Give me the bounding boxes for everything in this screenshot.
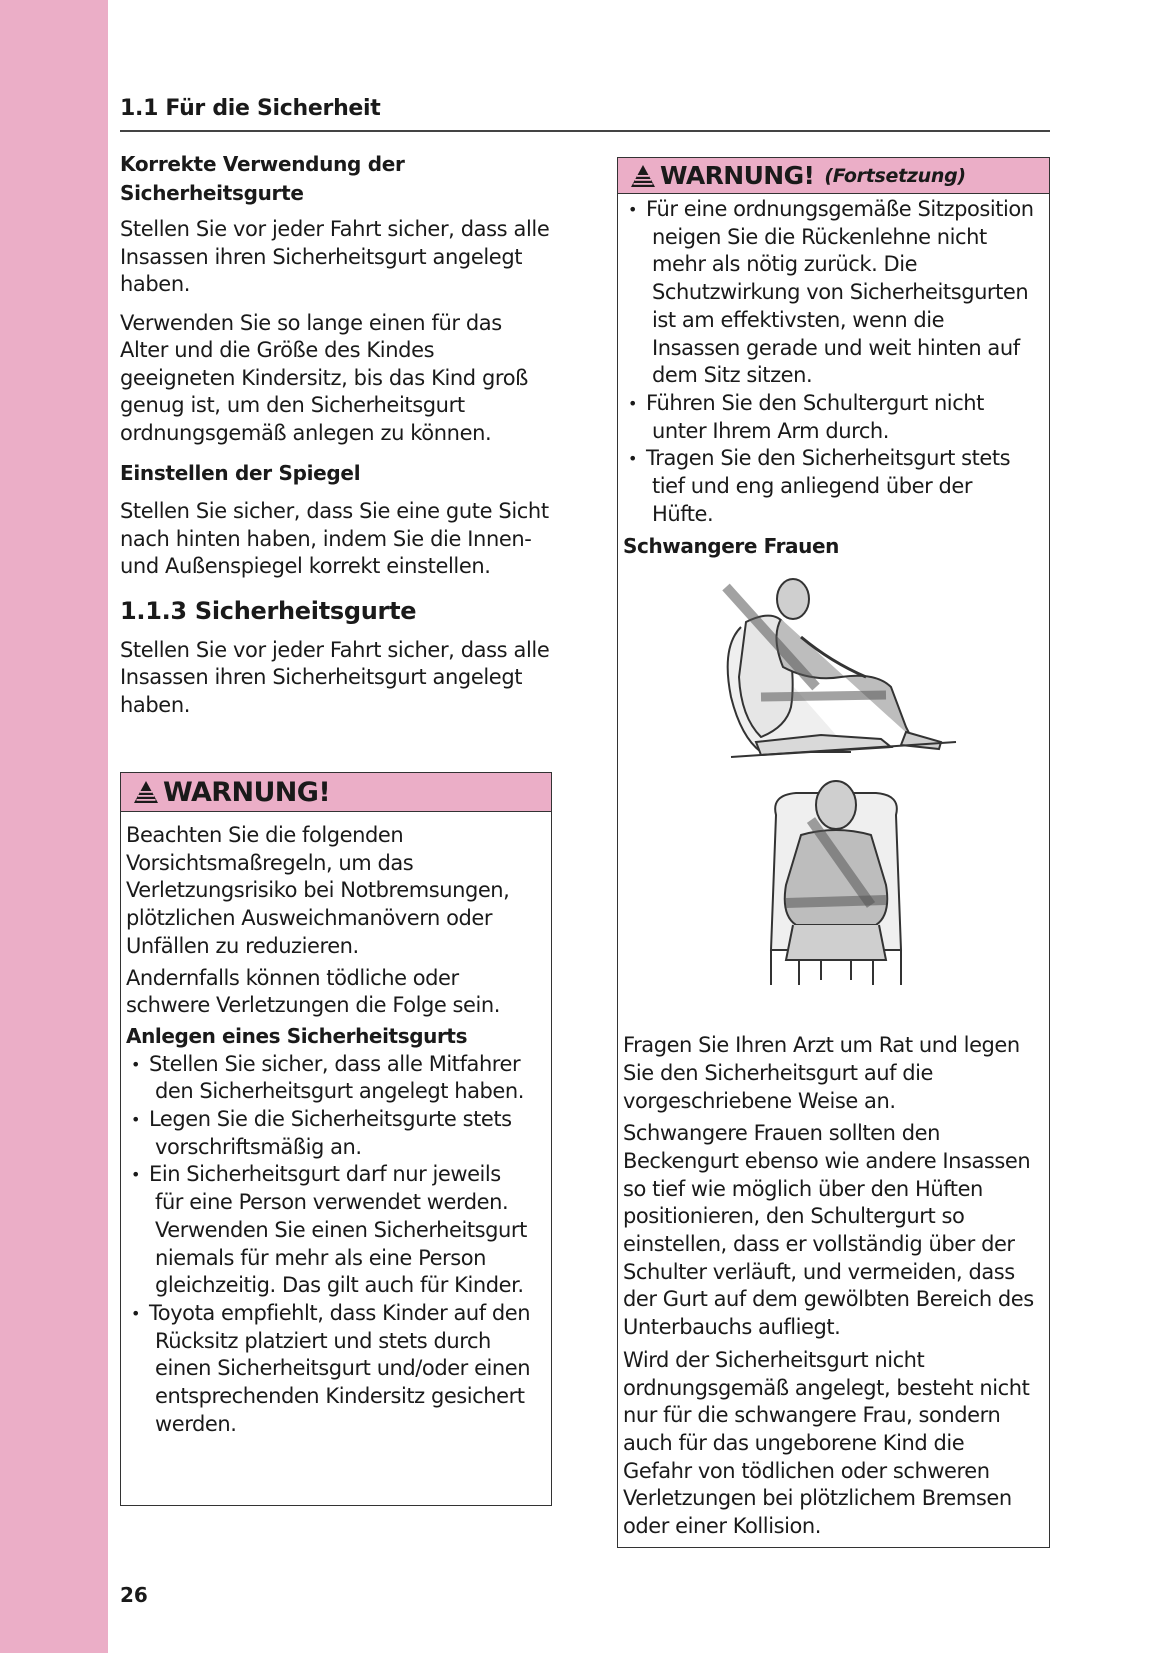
warning-continued-suffix: (Fortsetzung) bbox=[824, 164, 966, 187]
warning-continued-box bbox=[617, 157, 1050, 1548]
mirror-heading: Einstellen der Spiegel bbox=[120, 461, 361, 485]
warning-continued-title: WARNUNG! bbox=[660, 161, 815, 190]
left-column bbox=[120, 150, 560, 719]
seatbelt-paragraph: Stellen Sie vor jeder Fahrt sicher, dass alle Insassen ihren Sicherheitsgurt angelegt haben. bbox=[120, 637, 550, 717]
warning-body bbox=[121, 812, 541, 1438]
warning-continued-bullet: • Tragen Sie den Sicherheitsgurt stets tief und eng anliegend über der Hüfte. bbox=[623, 445, 1034, 528]
pregnant-paragraph-1: Fragen Sie Ihren Arzt um Rat und legen Sie den Sicherheitsgurt auf die vorgeschriebene Weise an. bbox=[623, 1033, 1020, 1113]
warning-box bbox=[120, 772, 552, 1506]
warning-bullet: • Toyota empfiehlt, dass Kinder auf den Rücksitz platziert und stets durch einen Sicherheitsgurt und/oder einen entsprechenden Kindersitz gesichert werden. bbox=[126, 1300, 533, 1439]
warning-continued-bullet: • Führen Sie den Schultergurt nicht unter Ihrem Arm durch. bbox=[623, 390, 1034, 445]
warning-triangle-icon bbox=[133, 780, 159, 804]
warning-bullet: • Stellen Sie sicher, dass alle Mitfahrer den Sicherheitsgurt angelegt haben. bbox=[126, 1051, 533, 1106]
warning-paragraph-1: Beachten Sie die folgenden Vorsichtsmaßregeln, um das Verletzungsrisiko bei Notbremsungen, plötzlichen Ausweichmanövern oder Unfällen zu reduzieren. bbox=[126, 823, 510, 958]
mirror-paragraph: Stellen Sie sicher, dass Sie eine gute Sicht nach hinten haben, indem Sie die Innen- und Außenspiegel korrekt einstellen. bbox=[120, 499, 549, 578]
warning-triangle-icon bbox=[630, 164, 656, 188]
pregnant-paragraph-3: Wird der Sicherheitsgurt nicht ordnungsgemäß angelegt, besteht nicht nur für die schwangere Frau, sondern auch für das ungeborene Kind die Gefahr von tödlichen oder schweren Verletzungen bei plötzlichem Bremsen oder einer Kollision. bbox=[623, 1347, 1030, 1539]
page-number: 26 bbox=[120, 1583, 148, 1607]
pregnant-women-heading: Schwangere Frauen bbox=[623, 534, 839, 559]
warning-continued-body bbox=[618, 194, 1042, 1541]
warning-bullet: • Ein Sicherheitsgurt darf nur jeweils für eine Person verwendet werden. Verwenden Sie einen Sicherheitsgurt niemals für mehr als eine Person gleichzeitig. Das gilt auch für Kinder. bbox=[126, 1161, 533, 1300]
belt-usage-paragraph-2: Verwenden Sie so lange einen für das Alter und die Größe des Kindes geeigneten Kindersitz, bis das Kind groß genug ist, um den Sicherheitsgurt ordnungsgemäß anlegen zu können. bbox=[120, 310, 528, 445]
pregnant-woman-front-illustration bbox=[751, 775, 921, 990]
warning-bullet-list bbox=[126, 1051, 533, 1439]
warning-continued-bullet: • Für eine ordnungsgemäße Sitzposition neigen Sie die Rückenlehne nicht mehr als nötig zurück. Die Schutzwirkung von Sicherheitsgurten ist am effektivsten, wenn die Insassen gerade und weit hinten auf dem Sitz sitzen. bbox=[623, 196, 1034, 390]
belt-usage-heading: Korrekte Verwendung der Sicherheitsgurte bbox=[120, 152, 405, 205]
section-header bbox=[120, 96, 1050, 132]
section-title: 1.1 Für die Sicherheit bbox=[120, 96, 381, 121]
warning-continued-bullet-list bbox=[623, 196, 1034, 528]
pregnant-woman-side-illustration bbox=[701, 567, 971, 767]
warning-paragraph-2: Andernfalls können tödliche oder schwere Verletzungen die Folge sein. bbox=[126, 965, 500, 1018]
warning-header bbox=[121, 773, 551, 812]
warning-subheading: Anlegen eines Sicherheitsgurts bbox=[126, 1023, 468, 1048]
subsection-heading-1-1-3: 1.1.3 Sicherheitsgurte bbox=[120, 596, 417, 625]
pregnant-paragraph-2: Schwangere Frauen sollten den Beckengurt ebenso wie andere Insassen so tief wie möglich über den Hüften positionieren, den Schultergurt so einstellen, dass er vollständig über der Schulter verläuft, und vermeiden, dass der Gurt auf dem gewölbten Bereich des Unterbauchs aufliegt. bbox=[623, 1121, 1034, 1340]
warning-continued-header bbox=[618, 158, 1049, 194]
belt-usage-paragraph-1: Stellen Sie vor jeder Fahrt sicher, dass alle Insassen ihren Sicherheitsgurt angelegt haben. bbox=[120, 217, 550, 296]
side-color-band bbox=[0, 0, 108, 1653]
warning-title: WARNUNG! bbox=[163, 776, 331, 808]
warning-bullet: • Legen Sie die Sicherheitsgurte stets vorschriftsmäßig an. bbox=[126, 1106, 533, 1161]
